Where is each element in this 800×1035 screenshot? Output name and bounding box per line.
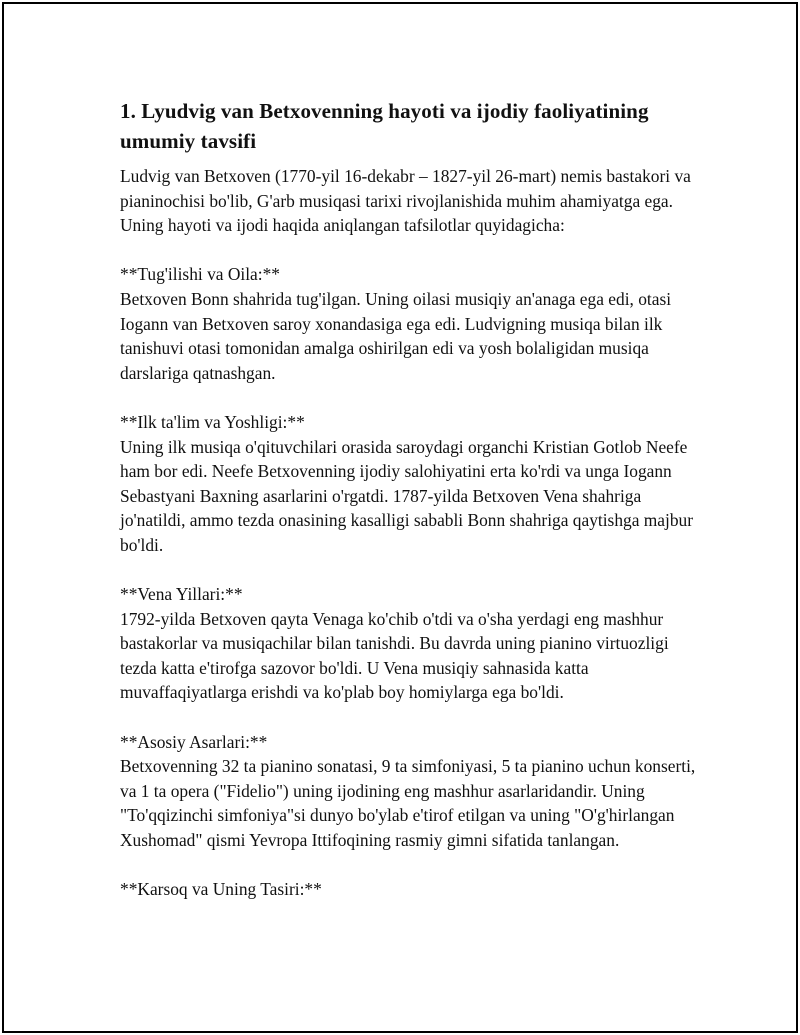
section-birth-family <box>120 262 700 385</box>
section-body: Uning ilk musiqa o'qituvchilari orasida saroydagi organchi Kristian Gotlob Neefe ham bor edi. Neefe Betxovenning ijodiy salohiyatini erta ko'rdi va unga Iogann Sebastyani Baxning asarlarini o'rgatdi. 1787-yilda Betxoven Vena shahriga jo'natildi, ammo tezda onasining kasalligi sababli Bonn shahriga qaytishga majbur bo'ldi. <box>120 436 694 555</box>
section-body: Betxovenning 32 ta pianino sonatasi, 9 ta simfoniyasi, 5 ta pianino uchun konserti, va 1 ta opera ("Fidelio") uning ijodining eng mashhur asarlaridandir. Uning "To'qqizinchi simfoniya"si dunyo bo'ylab e'tirof etilgan va uning "O'g'hirlangan Xushomad" qismi Yevropa Ittifoqining rasmiy gimni sifatida tanlangan. <box>120 756 696 851</box>
section-body: 1792-yilda Betxoven qayta Venaga ko'chib o'tdi va o'sha yerdagi eng mashhur bastakorlar va musiqachilar bilan tanishdi. Bu davrda uning pianino virtuozligi tezda katta e'tirofga sazovor bo'ldi. U Vena musiqiy sahnasida katta muvaffaqiyatlarga erishdi va ko'plab boy homiylarga ega bo'ldi. <box>120 608 669 703</box>
section-heading: **Tug'ilishi va Oila:** <box>120 264 280 285</box>
section-heading: **Ilk ta'lim va Yoshligi:** <box>120 411 305 432</box>
section-heading: **Vena Yillari:** <box>120 584 243 605</box>
intro-paragraph: Ludvig van Betxoven (1770-yil 16-dekabr – 1827-yil 26-mart) nemis bastakori va pianinochisi bo'lib, G'arb musiqasi tarixi rivojlanishida muhim ahamiyatga ega. Uning hayoti va ijodi haqida aniqlangan tafsilotlar quyidagicha: <box>120 166 691 236</box>
section-main-works <box>120 730 700 853</box>
section-early-education <box>120 410 700 558</box>
section-body: Betxoven Bonn shahrida tug'ilgan. Uning oilasi musiqiy an'anaga ega edi, otasi Iogann van Betxoven saroy xonandasiga ega edi. Ludvigning musiqa bilan ilk tanishuvi otasi tomonidan amalga oshirilgan edi va yosh bolaligidan musiqa darslariga qatnashgan. <box>120 288 672 383</box>
section-heading: **Asosiy Asarlari:** <box>120 731 268 752</box>
page-frame <box>2 2 798 1033</box>
section-heading: **Karsoq va Uning Tasiri:** <box>120 879 322 900</box>
section-legacy <box>120 877 700 902</box>
document-content <box>120 96 700 902</box>
section-vienna-years <box>120 582 700 705</box>
document-title: 1. Lyudvig van Betxovenning hayoti va ijodiy faoliyatining umumiy tavsifi <box>120 99 649 153</box>
